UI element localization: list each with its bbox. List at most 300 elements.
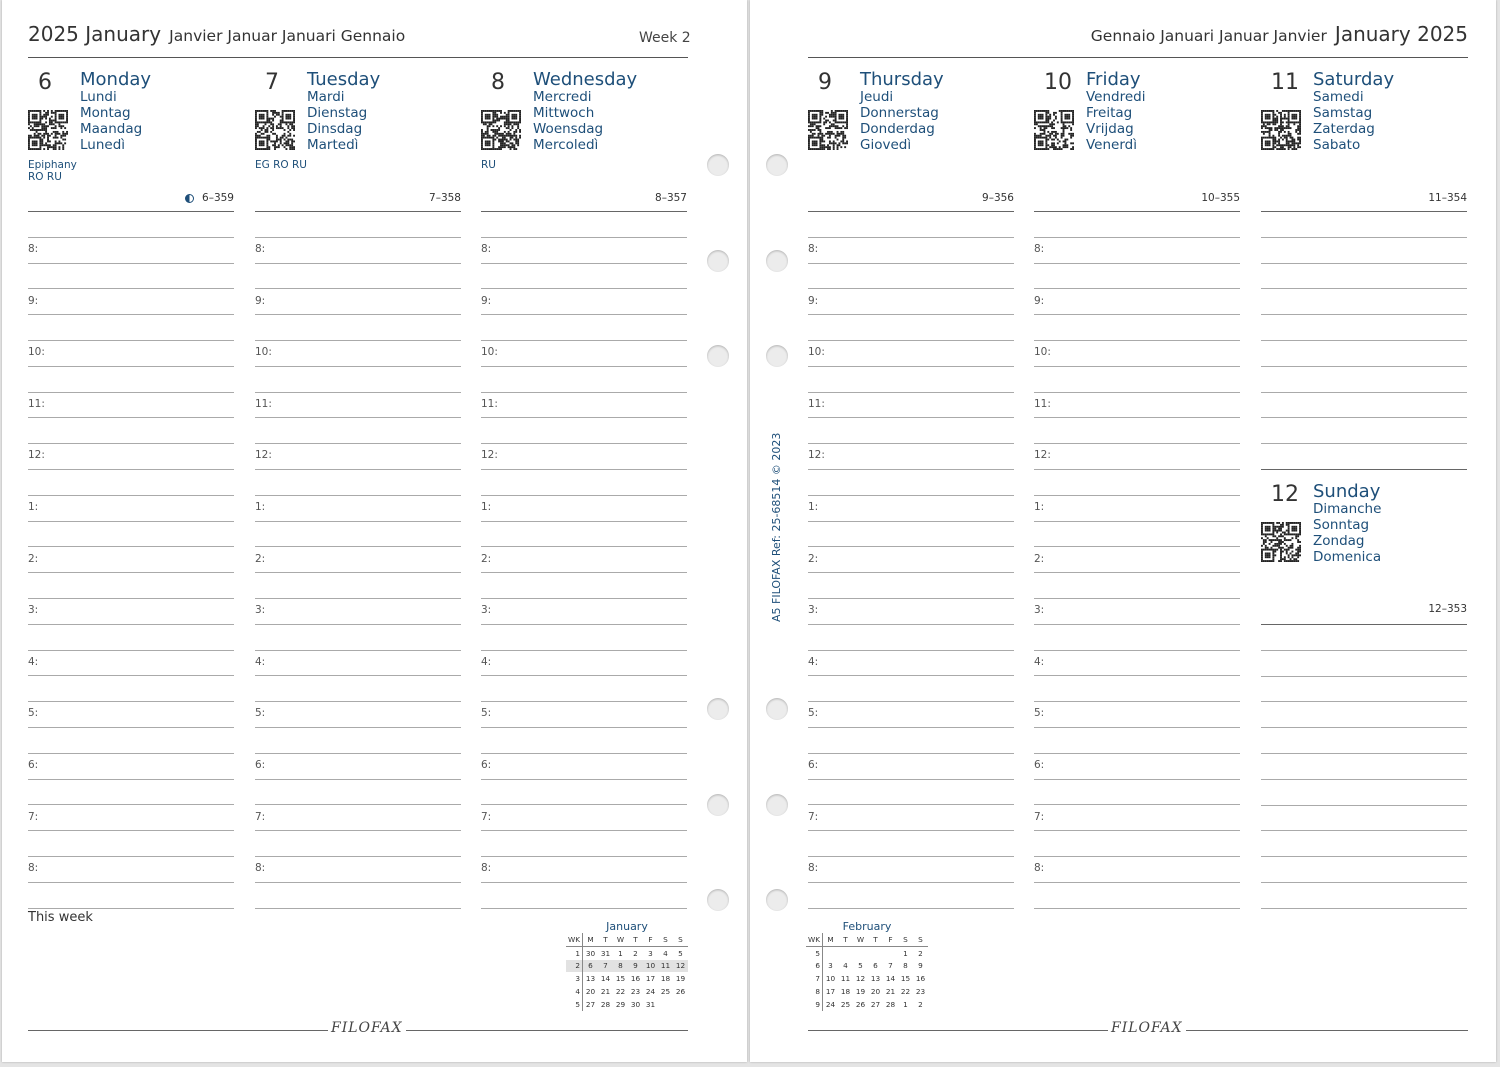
writing-line <box>28 701 234 702</box>
writing-line <box>255 572 461 573</box>
mini-calendar-week-row <box>566 985 688 998</box>
punch-hole <box>707 154 729 176</box>
left-page <box>2 0 747 1062</box>
left-page-header <box>28 22 408 46</box>
mini-calendar-day <box>838 946 853 959</box>
writing-line <box>255 753 461 754</box>
writing-line <box>481 572 687 573</box>
hour-label: 6: <box>255 759 266 771</box>
writing-line <box>808 624 1014 625</box>
right-brand-logo: FILOFAX <box>1108 1020 1186 1036</box>
day-name-translation: Maandag <box>80 121 143 137</box>
writing-line <box>481 314 687 315</box>
day-of-year-text: 7–358 <box>429 192 461 204</box>
mini-calendar-grid <box>566 933 688 1011</box>
writing-line <box>808 650 1014 651</box>
qr-code-icon <box>1261 522 1301 562</box>
punch-hole <box>707 698 729 720</box>
day-of-year <box>1201 192 1240 204</box>
mini-calendar-day: 26 <box>855 999 866 1009</box>
writing-line <box>1034 340 1240 341</box>
day-name: Wednesday <box>533 69 638 90</box>
mini-calendar-day: 18 <box>660 974 671 984</box>
mini-calendar-day: 29 <box>615 999 626 1009</box>
hour-label: 5: <box>28 707 39 719</box>
hour-label: 10: <box>28 346 45 358</box>
writing-line <box>481 366 687 367</box>
writing-line <box>28 546 234 547</box>
hour-label: 3: <box>1034 604 1045 616</box>
writing-line <box>481 495 687 496</box>
mini-calendar-day: 3 <box>828 961 833 971</box>
mini-calendar-grid <box>806 933 928 1011</box>
writing-line <box>28 366 234 367</box>
mini-calendar-day: 17 <box>645 974 656 984</box>
writing-line <box>1034 546 1240 547</box>
writing-line <box>255 495 461 496</box>
right-page <box>750 0 1496 1062</box>
day-number: 12 <box>1271 482 1299 507</box>
writing-line <box>255 392 461 393</box>
qr-code-icon <box>28 110 68 150</box>
mini-calendar-weekday: W <box>613 933 628 946</box>
hour-label: 1: <box>481 501 492 513</box>
day-name-translation: Sabato <box>1313 137 1361 153</box>
right-header-month: January 2025 <box>1334 22 1468 46</box>
day-name-translation: Vrijdag <box>1086 121 1134 137</box>
writing-line <box>481 598 687 599</box>
left-brand-logo: FILOFAX <box>328 1020 406 1036</box>
hour-label: 8: <box>28 862 39 874</box>
hour-label: 11: <box>255 398 272 410</box>
day-of-year-text: 6–359 <box>202 192 234 204</box>
mini-calendar-day: 10 <box>825 974 836 984</box>
week-number: Week 2 <box>639 30 691 46</box>
writing-line <box>28 804 234 805</box>
holiday-note: Epiphany <box>28 159 77 171</box>
writing-line <box>1034 366 1240 367</box>
writing-line <box>255 546 461 547</box>
mini-calendar-title: January <box>606 920 648 933</box>
writing-line <box>255 856 461 857</box>
writing-line <box>808 469 1014 470</box>
mini-calendar-weekday: WK <box>806 933 823 946</box>
mini-calendar-day: 5 <box>678 948 683 958</box>
punch-hole <box>707 345 729 367</box>
writing-line <box>1034 417 1240 418</box>
writing-line <box>1261 650 1467 651</box>
mini-calendar-day: 23 <box>915 987 926 997</box>
day-name-translation: Zondag <box>1313 533 1365 549</box>
day-of-year <box>429 192 461 204</box>
writing-line <box>481 263 687 264</box>
writing-line <box>481 650 687 651</box>
day-of-year-text: 10–355 <box>1201 192 1240 204</box>
mini-calendar-day: 31 <box>645 999 656 1009</box>
mini-calendar-day: 24 <box>645 987 656 997</box>
hour-label: 3: <box>808 604 819 616</box>
writing-line <box>1261 882 1467 883</box>
mini-calendar-weekday: S <box>673 933 688 946</box>
writing-line <box>28 237 234 238</box>
writing-line <box>28 908 234 909</box>
mini-calendar-week-number: 9 <box>806 998 823 1011</box>
hour-label: 12: <box>255 449 272 461</box>
writing-line <box>481 856 687 857</box>
qr-code-icon <box>481 110 521 150</box>
mini-calendar-day: 20 <box>585 987 596 997</box>
mini-calendar-day: 12 <box>673 960 688 973</box>
mini-calendar-week-number: 3 <box>566 972 583 985</box>
left-header-month: 2025 January <box>28 22 162 46</box>
punch-hole <box>766 698 788 720</box>
mini-calendar-day: 2 <box>918 948 923 958</box>
writing-line <box>255 830 461 831</box>
mini-calendar-day <box>823 946 839 959</box>
mini-calendar-day: 4 <box>843 961 848 971</box>
day-name: Saturday <box>1313 69 1395 90</box>
hour-label: 8: <box>255 862 266 874</box>
mini-calendar-day: 27 <box>870 999 881 1009</box>
qr-code-icon <box>1261 110 1301 150</box>
writing-line <box>808 727 1014 728</box>
mini-calendar-weekday: T <box>628 933 643 946</box>
writing-line <box>1034 598 1240 599</box>
writing-line <box>1034 908 1240 909</box>
writing-line <box>808 804 1014 805</box>
writing-line <box>1261 856 1467 857</box>
writing-line <box>1034 727 1240 728</box>
mini-calendar-day: 1 <box>903 999 908 1009</box>
hour-label: 11: <box>808 398 825 410</box>
writing-line <box>255 366 461 367</box>
writing-line <box>255 779 461 780</box>
mini-calendar-day: 13 <box>870 974 881 984</box>
mini-calendar-weekday: T <box>838 933 853 946</box>
writing-line <box>1261 237 1467 238</box>
writing-line <box>1261 624 1467 625</box>
mini-calendar-week-number: 1 <box>566 946 583 959</box>
hour-label: 6: <box>481 759 492 771</box>
mini-calendar-day: 8 <box>903 961 908 971</box>
hour-label: 9: <box>255 295 266 307</box>
mini-calendar-header-row <box>806 933 928 946</box>
writing-line <box>255 727 461 728</box>
mini-calendar-day <box>883 946 898 959</box>
punch-hole <box>707 794 729 816</box>
mini-calendar-day: 15 <box>900 974 911 984</box>
this-week-label: This week <box>28 910 93 925</box>
mini-calendar-day: 1 <box>618 948 623 958</box>
writing-line <box>1261 366 1467 367</box>
mini-calendar-day: 31 <box>600 948 611 958</box>
mini-calendar-week-row <box>566 998 688 1011</box>
writing-line <box>808 340 1014 341</box>
writing-line <box>1034 263 1240 264</box>
day-name-translation: Dimanche <box>1313 501 1382 517</box>
writing-line <box>1034 314 1240 315</box>
writing-line <box>28 727 234 728</box>
writing-line <box>808 211 1014 212</box>
hour-label: 10: <box>481 346 498 358</box>
hour-label: 6: <box>808 759 819 771</box>
writing-line <box>28 263 234 264</box>
writing-line <box>808 443 1014 444</box>
mini-calendar-day: 12 <box>855 974 866 984</box>
mini-calendar-week-number: 4 <box>566 985 583 998</box>
writing-line <box>1034 701 1240 702</box>
hour-label: 7: <box>1034 811 1045 823</box>
day-of-year-text: 8–357 <box>655 192 687 204</box>
writing-line <box>1034 572 1240 573</box>
writing-line <box>481 701 687 702</box>
writing-line <box>481 392 687 393</box>
mini-calendar-week-row <box>566 946 688 959</box>
writing-line <box>28 521 234 522</box>
mini-calendar-day: 20 <box>870 987 881 997</box>
writing-line <box>1261 753 1467 754</box>
mini-calendar-day: 2 <box>918 999 923 1009</box>
writing-line <box>808 288 1014 289</box>
qr-code-icon <box>1034 110 1074 150</box>
writing-line <box>808 366 1014 367</box>
hour-label: 8: <box>808 243 819 255</box>
writing-line <box>808 701 1014 702</box>
day-name-translation: Lundi <box>80 89 117 105</box>
hour-label: 4: <box>255 656 266 668</box>
mini-calendar-week-number: 2 <box>566 960 583 973</box>
punch-hole <box>766 794 788 816</box>
mini-calendar-day: 10 <box>643 960 658 973</box>
hour-label: 1: <box>255 501 266 513</box>
mini-calendar-day: 25 <box>660 987 671 997</box>
writing-line <box>1261 779 1467 780</box>
writing-line <box>1034 211 1240 212</box>
mini-calendar-day: 5 <box>858 961 863 971</box>
mini-calendar-weekday: F <box>643 933 658 946</box>
day-number: 8 <box>491 70 505 95</box>
writing-line <box>808 521 1014 522</box>
day-name-translation: Mercoledì <box>533 137 599 153</box>
day-name-translation: Jeudi <box>860 89 894 105</box>
day-number: 6 <box>38 70 52 95</box>
mini-calendar-day: 30 <box>630 999 641 1009</box>
mini-calendar-week-row <box>806 985 928 998</box>
mini-calendar-day: 7 <box>598 960 613 973</box>
writing-line <box>1034 443 1240 444</box>
writing-line <box>1034 469 1240 470</box>
mini-calendar-day: 21 <box>885 987 896 997</box>
writing-line <box>1034 882 1240 883</box>
mini-calendar-day: 11 <box>840 974 851 984</box>
right-page-header <box>1088 22 1468 46</box>
hour-label: 3: <box>28 604 39 616</box>
hour-label: 12: <box>481 449 498 461</box>
mini-calendar-day: 26 <box>675 987 686 997</box>
mini-calendar-week-number: 6 <box>806 960 823 973</box>
hour-label: 3: <box>481 604 492 616</box>
holiday-note: EG RO RU <box>255 159 307 171</box>
writing-line <box>808 263 1014 264</box>
writing-line <box>255 624 461 625</box>
hour-label: 2: <box>28 553 39 565</box>
mini-calendar-week-row <box>806 998 928 1011</box>
writing-line <box>808 882 1014 883</box>
writing-line <box>1034 753 1240 754</box>
writing-line <box>28 288 234 289</box>
day-name-translation: Mardi <box>307 89 345 105</box>
right-header-languages: Gennaio Januari Januar Janvier <box>1090 27 1327 45</box>
writing-line <box>255 701 461 702</box>
writing-line <box>481 443 687 444</box>
hour-label: 8: <box>255 243 266 255</box>
day-number: 7 <box>265 70 279 95</box>
writing-line <box>28 443 234 444</box>
writing-line <box>1034 237 1240 238</box>
moon-phase-icon <box>185 194 194 203</box>
hour-label: 7: <box>28 811 39 823</box>
mini-calendar-day: 21 <box>600 987 611 997</box>
writing-line <box>1261 469 1467 470</box>
mini-calendar-day: 22 <box>615 987 626 997</box>
writing-line <box>1261 314 1467 315</box>
qr-code-icon <box>808 110 848 150</box>
day-name-translation: Donderdag <box>860 121 935 137</box>
hour-label: 1: <box>808 501 819 513</box>
writing-line <box>255 340 461 341</box>
writing-line <box>1034 804 1240 805</box>
writing-line <box>28 624 234 625</box>
writing-line <box>808 546 1014 547</box>
hour-label: 11: <box>1034 398 1051 410</box>
writing-line <box>28 417 234 418</box>
day-name-translation: Dinsdag <box>307 121 363 137</box>
writing-line <box>1261 392 1467 393</box>
mini-calendar-january <box>566 920 688 1011</box>
writing-line <box>808 675 1014 676</box>
day-name-translation: Samedi <box>1313 89 1364 105</box>
writing-line <box>808 314 1014 315</box>
mini-calendar-day: 23 <box>630 987 641 997</box>
punch-hole <box>766 154 788 176</box>
day-of-year <box>655 192 687 204</box>
mini-calendar-weekday: S <box>658 933 673 946</box>
writing-line <box>1034 392 1240 393</box>
writing-line <box>28 650 234 651</box>
mini-calendar-day: 4 <box>663 948 668 958</box>
writing-line <box>255 521 461 522</box>
writing-line <box>255 882 461 883</box>
mini-calendar-day: 6 <box>873 961 878 971</box>
writing-line <box>1034 624 1240 625</box>
mini-calendar-week-row <box>566 972 688 985</box>
writing-line <box>1261 805 1467 806</box>
mini-calendar-day: 6 <box>583 960 599 973</box>
writing-line <box>28 753 234 754</box>
writing-line <box>28 856 234 857</box>
hour-label: 7: <box>481 811 492 823</box>
day-of-year <box>1428 603 1467 615</box>
hour-label: 5: <box>808 707 819 719</box>
writing-line <box>28 572 234 573</box>
mini-calendar-day: 22 <box>900 987 911 997</box>
writing-line <box>255 598 461 599</box>
writing-line <box>481 753 687 754</box>
writing-line <box>255 804 461 805</box>
mini-calendar-weekday: WK <box>566 933 583 946</box>
day-name: Sunday <box>1313 481 1381 502</box>
hour-label: 1: <box>28 501 39 513</box>
mini-calendar-day: 15 <box>615 974 626 984</box>
mini-calendar-day: 1 <box>903 948 908 958</box>
holiday-note: RO RU <box>28 171 62 183</box>
writing-line <box>255 314 461 315</box>
mini-calendar-day: 30 <box>585 948 596 958</box>
writing-line <box>255 288 461 289</box>
writing-line <box>255 443 461 444</box>
writing-line <box>1034 521 1240 522</box>
writing-line <box>808 830 1014 831</box>
day-name-translation: Sonntag <box>1313 517 1370 533</box>
writing-line <box>1261 417 1467 418</box>
punch-hole <box>766 889 788 911</box>
mini-calendar-day: 16 <box>915 974 926 984</box>
mini-calendar-february <box>806 920 928 1011</box>
writing-line <box>1034 495 1240 496</box>
writing-line <box>255 650 461 651</box>
writing-line <box>1261 211 1467 212</box>
mini-calendar-weekday: M <box>823 933 839 946</box>
writing-line <box>481 546 687 547</box>
hour-label: 12: <box>28 449 45 461</box>
day-name-translation: Venerdì <box>1086 137 1137 153</box>
writing-line <box>1261 727 1467 728</box>
mini-calendar-day: 8 <box>613 960 628 973</box>
writing-line <box>808 908 1014 909</box>
writing-line <box>481 779 687 780</box>
right-header-rule <box>808 57 1468 58</box>
writing-line <box>481 288 687 289</box>
mini-calendar-day <box>868 946 883 959</box>
hour-label: 9: <box>808 295 819 307</box>
day-of-year <box>982 192 1014 204</box>
mini-calendar-title: February <box>842 920 892 933</box>
day-of-year-text: 11–354 <box>1428 192 1467 204</box>
hour-label: 4: <box>481 656 492 668</box>
day-of-year-text: 9–356 <box>982 192 1014 204</box>
mini-calendar-day: 14 <box>600 974 611 984</box>
hour-label: 9: <box>28 295 39 307</box>
mini-calendar-day <box>673 998 688 1011</box>
mini-calendar-week-number: 5 <box>806 946 823 959</box>
writing-line <box>481 417 687 418</box>
hour-label: 10: <box>1034 346 1051 358</box>
day-name-translation: Lunedì <box>80 137 126 153</box>
mini-calendar-week-row <box>806 946 928 959</box>
mini-calendar-day: 7 <box>888 961 893 971</box>
mini-calendar-weekday: S <box>898 933 913 946</box>
mini-calendar-weekday: W <box>853 933 868 946</box>
writing-line <box>481 675 687 676</box>
writing-line <box>808 753 1014 754</box>
writing-line <box>255 675 461 676</box>
mini-calendar-day <box>658 998 673 1011</box>
mini-calendar-weekday: S <box>913 933 928 946</box>
hour-label: 8: <box>481 243 492 255</box>
writing-line <box>255 263 461 264</box>
hour-label: 11: <box>481 398 498 410</box>
hour-label: 2: <box>1034 553 1045 565</box>
